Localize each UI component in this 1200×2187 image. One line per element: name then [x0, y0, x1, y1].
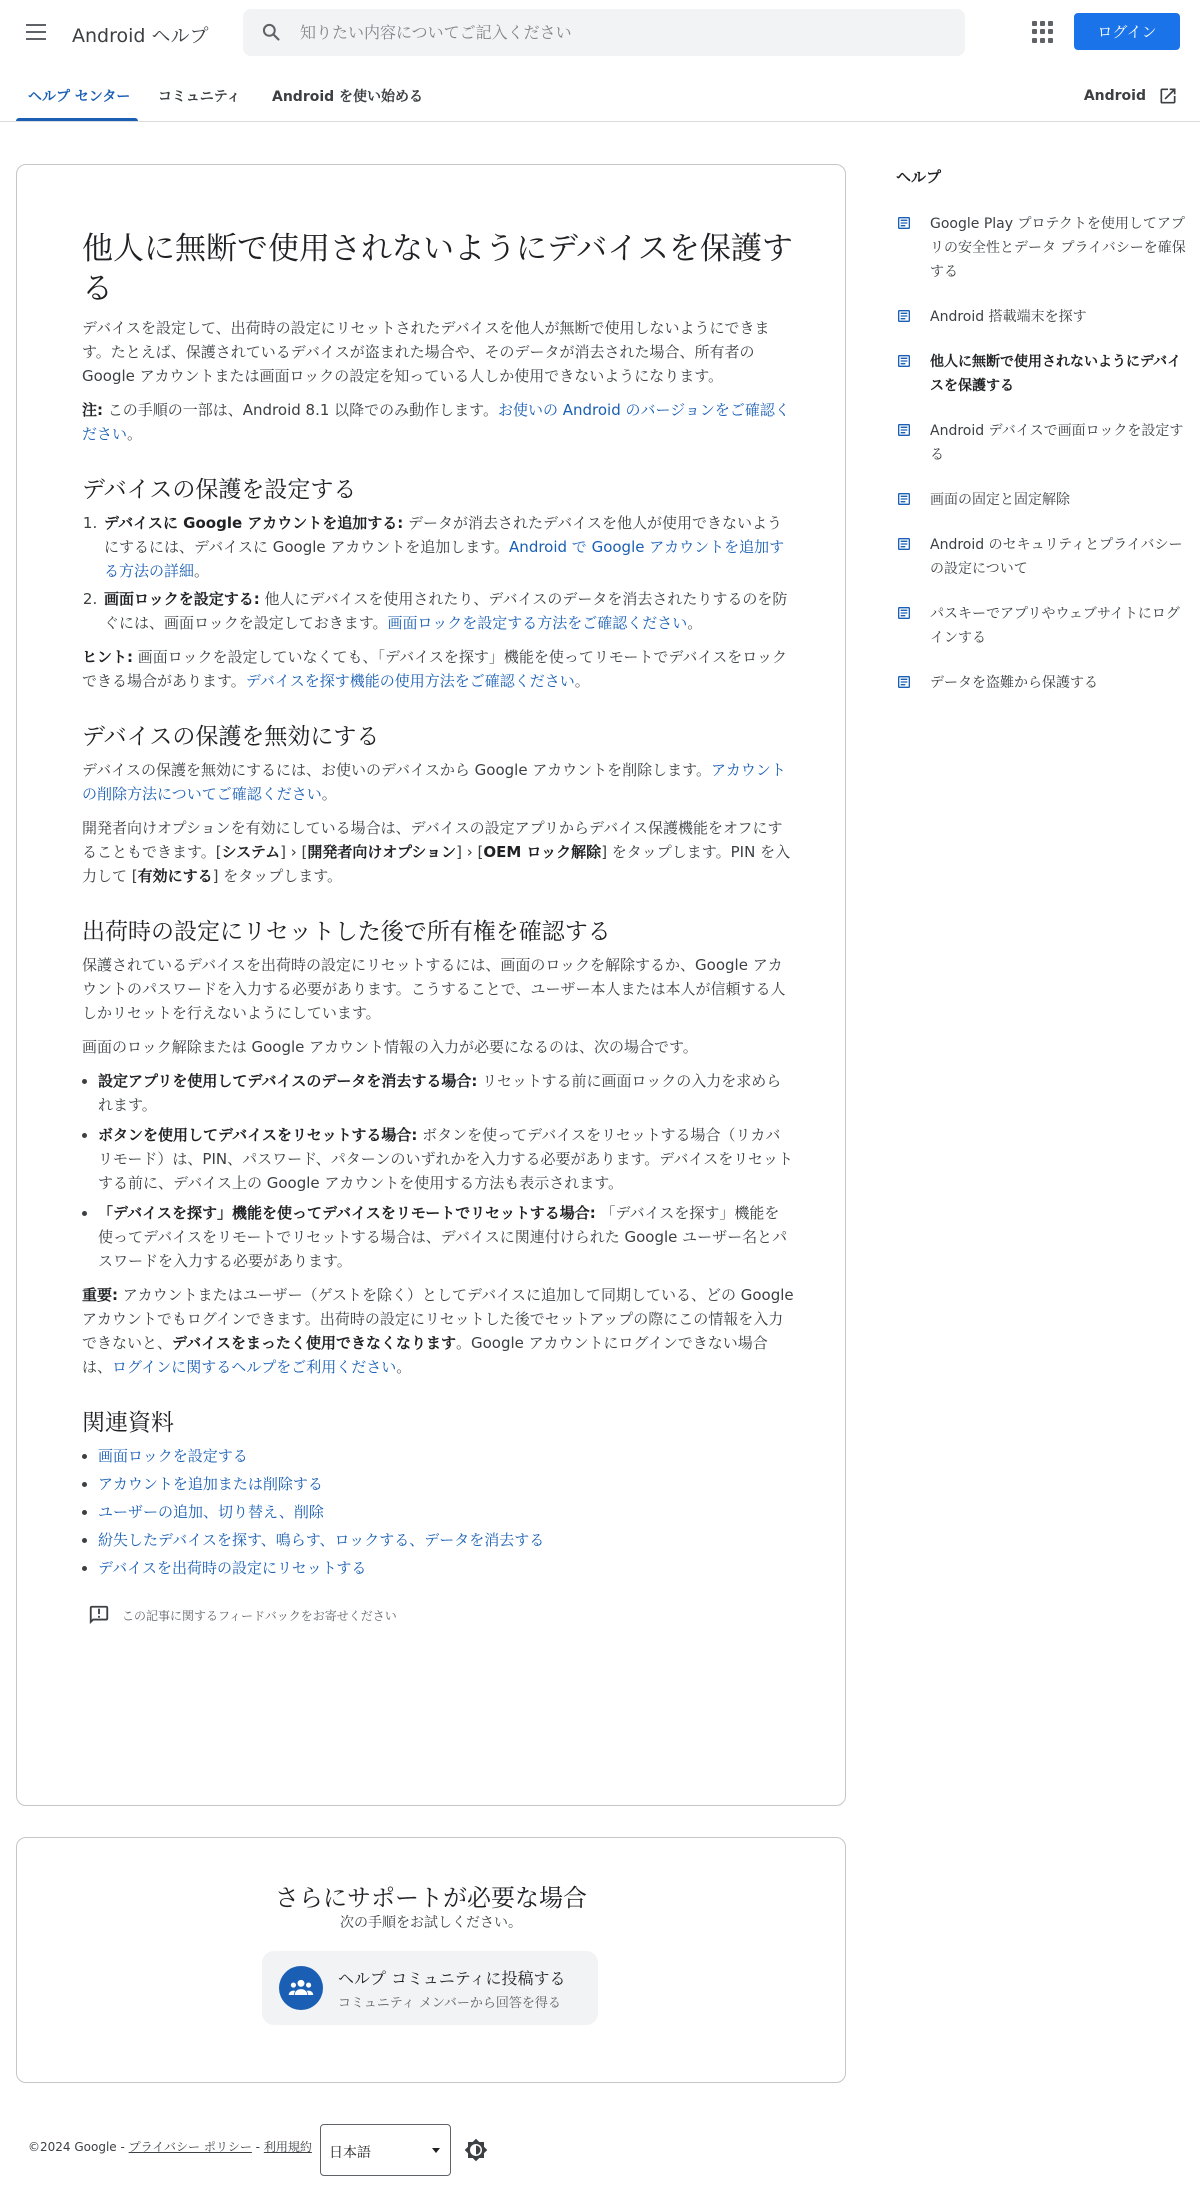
support-card [16, 1837, 846, 2083]
note-text: この手順の一部は、Android 8.1 以降でのみ動作します。 [103, 401, 498, 419]
footer [28, 2138, 312, 2155]
sidebar-item-label: パスキーでアプリやウェブサイトにログインする [930, 606, 1180, 646]
list-item [98, 1556, 794, 1580]
dev-system: システム [221, 843, 281, 861]
sidebar-item-label: Android 搭載端末を探す [930, 309, 1087, 325]
article-body [82, 229, 794, 1626]
important-label: 重要: [82, 1286, 118, 1304]
article-icon [896, 674, 912, 690]
community-icon [279, 1966, 323, 2010]
step2-text: 他人にデバイスを使用されたり、デバイスのデータを消去されたりするのを防ぐには、画面ロックを設定しておきます。 [104, 590, 788, 632]
sidebar-item-screen-pinning[interactable] [896, 488, 1186, 512]
sidebar-item-label: Android のセキュリティとプライバシーの設定について [930, 537, 1183, 577]
sidebar-item-label: Android デバイスで画面ロックを設定する [930, 423, 1184, 463]
dev-text-1: 開発者向けオプションを有効にしている場合は、デバイスの設定アプリからデバイス保護機能をオフにすることもできます。[ [82, 819, 783, 861]
related-link[interactable]: 画面ロックを設定する [98, 1447, 248, 1465]
feedback-icon [88, 1604, 110, 1626]
article-icon [896, 353, 912, 369]
sidebar-item-screen-lock[interactable] [896, 419, 1186, 467]
case1-text: リセットする前に画面ロックの入力を求められます。 [98, 1072, 782, 1114]
community-text [338, 1966, 566, 2011]
copyright: ©2024 Google - [28, 2140, 129, 2154]
sidebar-list [896, 212, 1186, 716]
heading-ownership: 出荷時の設定にリセットした後で所有権を確認する [82, 919, 611, 945]
heading-disable: デバイスの保護を無効にする [82, 724, 380, 750]
support-subtitle: 次の手順をお試しください。 [340, 1915, 522, 1931]
case2-bold: ボタンを使用してデバイスをリセットする場合: [98, 1126, 418, 1144]
heading-setup: デバイスの保護を設定する [82, 477, 357, 503]
sidebar-item-label: データを盗難から保護する [930, 675, 1098, 691]
important-text-1: アカウントまたはユーザー（ゲストを除く）としてデバイスに追加して同期している、どの Google アカウントでもログインできます。出荷時の設定にリセットした後でセットアップの際にこの情報を入力できないと、 [82, 1286, 794, 1352]
dev-oem: OEM ロック解除 [483, 843, 602, 861]
list-item [98, 1472, 794, 1496]
case3-bold: 「デバイスを探す」機能を使ってデバイスをリモートでリセットする場合: [98, 1204, 596, 1222]
list-item [98, 1528, 794, 1552]
search-input[interactable] [300, 9, 940, 56]
developer-options-paragraph [82, 816, 794, 888]
list-item [98, 1069, 794, 1117]
note-paragraph: 注: この手順の一部は、Android 8.1 以降でのみ動作します。お使いの Android のバージョンをご確認ください。 [82, 401, 790, 443]
dev-options: 開発者向けオプション [307, 843, 457, 861]
step-add-account: 1. デバイスに Google アカウントを追加する: データが消去されたデバイスを他人が使用できないようにするには、デバイスに Google アカウントを追加します。Android で Google アカウントを追加する方法の詳細。 [102, 511, 794, 583]
sidebar-item-theft-protection[interactable] [896, 671, 1186, 695]
privacy-policy-link[interactable]: プライバシー ポリシー [128, 2140, 252, 2154]
sidebar-item-protect-device[interactable] [896, 350, 1186, 398]
hint-label: ヒント: [82, 648, 133, 666]
article-icon [896, 215, 912, 231]
language-select[interactable] [320, 2124, 451, 2176]
product-name[interactable]: Android ヘルプ [72, 25, 209, 47]
sidebar-item-label: Google Play プロテクトを使用してアプリの安全性とデータ プライバシーを確保する [930, 216, 1186, 280]
related-link[interactable]: ユーザーの追加、切り替え、削除 [98, 1503, 324, 1521]
sidebar-item-label: 他人に無断で使用されないようにデバイスを保護する [930, 354, 1182, 394]
related-link[interactable]: デバイスを出荷時の設定にリセットする [98, 1559, 367, 1577]
community-description: コミュニティ メンバーから回答を得る [338, 1995, 561, 2011]
community-title: ヘルプ コミュニティに投稿する [338, 1968, 566, 1988]
related-link[interactable]: 紛失したデバイスを探す、鳴らす、ロックする、データを消去する [98, 1531, 545, 1549]
disable-paragraph: デバイスの保護を無効にするには、お使いのデバイスから Google アカウントを削除します。アカウントの削除方法についてご確認ください。 [82, 761, 786, 803]
step1-text: データが消去されたデバイスを他人が使用できないようにするには、デバイスに Google アカウントを追加します。 [104, 514, 782, 556]
tab-help-center[interactable]: ヘルプ センター [28, 89, 131, 105]
article-icon [896, 308, 912, 324]
feedback-label: この記事に関するフィードバックをお寄せください [122, 1608, 397, 1623]
sidebar-item-label: 画面の固定と固定解除 [930, 492, 1070, 508]
step2-bold: 画面ロックを設定する: [104, 590, 260, 608]
dev-enable: 有効にする [137, 867, 213, 885]
important-paragraph: 重要: アカウントまたはユーザー（ゲストを除く）としてデバイスに追加して同期している、どの Google アカウントでもログインできます。出荷時の設定にリセットした後でセットアップの際にこの情報を入力できないと、デバイスをまったく使用できなくなります。Google アカウントにログインできない場合は、ログインに関するヘルプをご利用ください。 [82, 1286, 794, 1376]
related-links-list [98, 1444, 794, 1580]
ownership-paragraph-2: 画面のロック解除または Google アカウント情報の入力が必要になるのは、次の場合です。 [82, 1038, 698, 1056]
active-tab-indicator [16, 118, 138, 121]
top-app-bar [0, 0, 1200, 64]
disable-text: デバイスの保護を無効にするには、お使いのデバイスから Google アカウントを削除します。 [82, 761, 711, 779]
sidebar-title: ヘルプ [896, 168, 942, 186]
screen-lock-link[interactable]: 画面ロックを設定する方法をご確認ください [387, 614, 688, 632]
remove-account-link[interactable]: アカウントの削除方法についてご確認ください [82, 761, 786, 803]
intro-paragraph: デバイスを設定して、出荷時の設定にリセットされたデバイスを他人が無断で使用しないようにできます。たとえば、保護されているデバイスが盗まれた場合や、そのデータが消去された場合、所有者の Google アカウントまたは画面ロックの設定を知っている人しか使用できないようになります。 [82, 319, 770, 385]
search-icon[interactable] [261, 22, 281, 42]
important-text-2: 。Google アカウントにログインできない場合は、 [82, 1334, 768, 1376]
list-item [98, 1500, 794, 1524]
article-icon [896, 491, 912, 507]
step1-bold: デバイスに Google アカウントを追加する: [104, 514, 404, 532]
article-title: 他人に無断で使用されないようにデバイスを保護する [82, 231, 793, 307]
tab-community[interactable]: コミュニティ [158, 89, 241, 105]
hint-paragraph: ヒント: 画面ロックを設定していなくても、「デバイスを探す」機能を使ってリモートでデバイスをロックできる場合があります。デバイスを探す機能の使用方法をご確認ください。 [82, 648, 787, 690]
login-help-link[interactable]: ログインに関するヘルプをご利用ください [112, 1358, 397, 1376]
article-icon [896, 422, 912, 438]
sidebar-item-passkeys[interactable] [896, 602, 1186, 650]
sidebar-item-play-protect[interactable] [896, 212, 1186, 284]
support-title: さらにサポートが必要な場合 [275, 1884, 587, 1912]
dev-text-2: ] › [ [280, 843, 308, 861]
android-link-label: Android [1083, 88, 1146, 104]
ownership-paragraph-1: 保護されているデバイスを出荷時の設定にリセットするには、画面のロックを解除するか、Google アカウントのパスワードを入力する必要があります。こうすることで、ユーザー本人または本人が信頼する人しかリセットを行えないようにしています。 [82, 956, 786, 1022]
theme-toggle-icon[interactable] [464, 2138, 488, 2162]
main-menu-icon[interactable] [20, 18, 52, 46]
sidebar-item-find-device[interactable] [896, 305, 1186, 329]
important-bold: デバイスをまったく使用できなくなります [172, 1334, 456, 1352]
case3-text: 「デバイスを探す」機能を使ってデバイスをリモートでリセットする場合は、デバイスに関連付けられた Google ユーザー名とパスワードを入力する必要があります。 [98, 1204, 788, 1270]
list-item [98, 1201, 794, 1273]
login-button[interactable]: ログイン [1074, 13, 1180, 50]
google-apps-icon[interactable] [1032, 21, 1054, 43]
step-screen-lock: 2. 画面ロックを設定する: 他人にデバイスを使用されたり、デバイスのデータを消去されたりするのを防ぐには、画面ロックを設定しておきます。画面ロックを設定する方法をご確認ください。 [102, 587, 794, 635]
list-item [98, 1444, 794, 1468]
android-site-link[interactable] [1084, 86, 1178, 106]
add-account-link[interactable]: Android で Google アカウントを追加する方法の詳細 [104, 538, 785, 580]
tab-get-started[interactable]: Android を使い始める [272, 89, 424, 105]
version-check-link[interactable]: お使いの Android のバージョンをご確認ください [82, 401, 790, 443]
article-icon [896, 536, 912, 552]
dev-text-4: ] をタップします。PIN を入力して [ [82, 843, 791, 885]
heading-related: 関連資料 [82, 1410, 174, 1436]
list-item [98, 1123, 794, 1195]
feedback-button[interactable] [88, 1604, 794, 1626]
note-label: 注: [82, 401, 103, 419]
hint-text: 画面ロックを設定していなくても、「デバイスを探す」機能を使ってリモートでデバイスをロックできる場合があります。 [82, 648, 787, 690]
dropdown-arrow-icon [432, 2148, 440, 2153]
open-in-new-icon [1158, 86, 1178, 106]
sidebar-item-security-privacy[interactable] [896, 533, 1186, 581]
search-box[interactable] [243, 9, 965, 56]
terms-link[interactable]: 利用規約 [263, 2140, 312, 2154]
case1-bold: 設定アプリを使用してデバイスのデータを消去する場合: [98, 1072, 478, 1090]
case2-text: ボタンを使ってデバイスをリセットする場合（リカバリモード）は、PIN、パスワード、パターンのいずれかを入力する必要があります。デバイスをリセットする前に、デバイス上の Google アカウントを使用する方法も表示されます。 [98, 1126, 794, 1192]
language-selected: 日本語 [329, 2145, 371, 2161]
post-to-community-button[interactable] [262, 1951, 598, 2025]
setup-steps [102, 511, 794, 635]
reset-cases-list [98, 1069, 794, 1273]
related-link[interactable]: アカウントを追加または削除する [98, 1475, 323, 1493]
dev-text-5: ] をタップします。 [212, 867, 343, 885]
article-icon [896, 605, 912, 621]
article-card [16, 164, 846, 1806]
tab-bar [0, 64, 1200, 122]
find-device-link[interactable]: デバイスを探す機能の使用方法をご確認ください [245, 672, 575, 690]
footer-separator: - [251, 2140, 264, 2154]
dev-text-3: ] › [ [456, 843, 484, 861]
